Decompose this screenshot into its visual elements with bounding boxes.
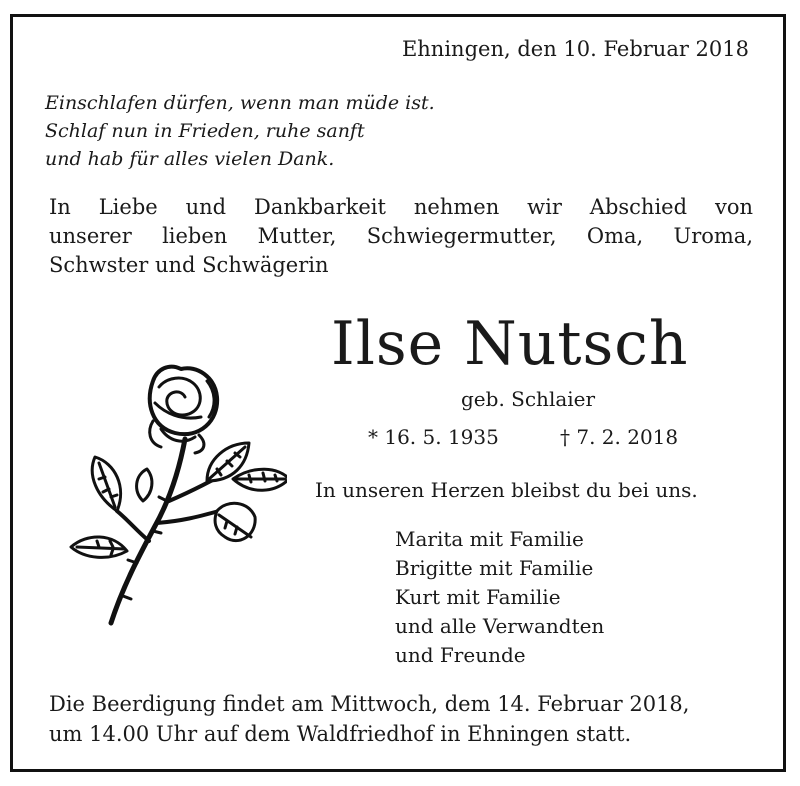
- mourner-item: und Freunde: [395, 643, 526, 667]
- funeral-line: um 14.00 Uhr auf dem Waldfriedhof in Ehningen statt.: [49, 722, 632, 746]
- obituary-notice: [10, 14, 786, 772]
- verse-line: Einschlafen dürfen, wenn man müde ist.: [45, 92, 435, 114]
- farewell-line: unserer lieben Mutter, Schwiegermutter, Oma, Uroma,: [49, 224, 753, 248]
- maiden-name: geb. Schlaier: [461, 387, 596, 411]
- death-date: † 7. 2. 2018: [560, 425, 679, 449]
- verse-line: und hab für alles vielen Dank.: [45, 148, 335, 170]
- farewell-paragraph: [49, 193, 753, 280]
- birth-date: * 16. 5. 1935: [368, 425, 499, 449]
- mourners-list: [395, 525, 604, 670]
- funeral-info: [49, 689, 689, 749]
- mourner-item: Kurt mit Familie: [395, 585, 561, 609]
- farewell-line: In Liebe und Dankbarkeit nehmen wir Abschied von: [49, 195, 753, 219]
- place-date: Ehningen, den 10. Februar 2018: [401, 37, 749, 61]
- memorial-verse: [45, 89, 435, 173]
- mourner-item: Brigitte mit Familie: [395, 556, 594, 580]
- motto-line: In unseren Herzen bleibst du bei uns.: [315, 478, 698, 502]
- farewell-line: Schwster und Schwägerin: [49, 253, 329, 277]
- mourner-item: Marita mit Familie: [395, 527, 584, 551]
- rose-icon: [57, 351, 287, 631]
- life-dates: [368, 425, 679, 449]
- verse-line: Schlaf nun in Frieden, ruhe sanft: [45, 120, 365, 142]
- funeral-line: Die Beerdigung findet am Mittwoch, dem 14. Februar 2018,: [49, 692, 690, 716]
- deceased-name: Ilse Nutsch: [331, 309, 689, 379]
- mourner-item: und alle Verwandten: [395, 614, 605, 638]
